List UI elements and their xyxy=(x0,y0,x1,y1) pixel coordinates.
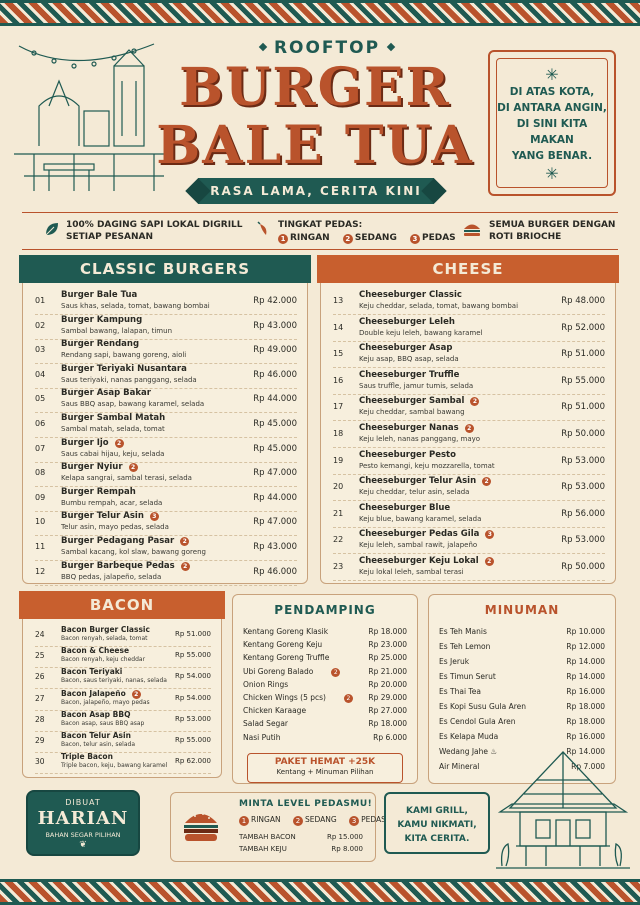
item-name: Burger Teriyaki Nusantara xyxy=(61,363,187,374)
menu-item xyxy=(439,702,605,716)
menu-item xyxy=(35,667,211,689)
menu-item xyxy=(243,733,407,747)
menu-item xyxy=(35,752,211,774)
chili-level-2-icon: 2 xyxy=(343,234,353,244)
pendamping-section xyxy=(232,594,418,784)
item-name: Es Kopi Susu Gula Aren xyxy=(439,702,526,711)
chili-icon xyxy=(256,221,272,237)
item-number: 05 xyxy=(35,394,46,404)
menu-item xyxy=(35,625,211,647)
menu-item xyxy=(333,555,605,581)
item-price: Rp 23.000 xyxy=(368,640,407,650)
item-name: Burger Rendang xyxy=(61,339,140,350)
burger-illustration-icon xyxy=(181,805,221,845)
classic-burgers-header: CLASSIC BURGERS xyxy=(19,255,311,283)
item-name: Cheeseburger Leleh xyxy=(359,316,455,327)
item-price: Rp 25.000 xyxy=(368,653,407,663)
chili-level-2-icon: 2 xyxy=(293,816,303,826)
menu-item xyxy=(35,646,211,668)
cheese-section xyxy=(320,260,616,584)
leaf-icon xyxy=(44,221,60,237)
item-name: Cheeseburger Nanas 2 xyxy=(359,423,474,433)
menu-item xyxy=(333,422,605,448)
menu-item xyxy=(439,687,605,701)
features-bar: 100% DAGING SAPI LOKAL DIGRILL SETIAP PESANAN TINGKAT PEDAS: 1 RINGAN 2 SEDANG 3 PEDAS SEMUA BURGER DENGAN ROTI BRIOCHE xyxy=(22,212,618,250)
item-price: Rp 18.000 xyxy=(368,719,407,729)
item-description: Saus cabai hijau, keju, selada xyxy=(61,449,165,458)
chili-level-icon: 2 xyxy=(115,439,124,448)
item-name: Burger Telur Asin 3 xyxy=(61,511,159,521)
item-number: 28 xyxy=(35,714,45,724)
item-number: 17 xyxy=(333,402,344,412)
chili-level-icon: 2 xyxy=(181,562,190,571)
menu-item xyxy=(243,706,407,720)
item-number: 14 xyxy=(333,322,344,332)
spice-request-box xyxy=(170,792,386,862)
chili-level-icon: 2 xyxy=(470,397,479,406)
item-price: Rp 50.000 xyxy=(561,562,605,572)
leaf-ornament-icon: ❦ xyxy=(79,840,87,850)
item-number: 21 xyxy=(333,508,344,518)
item-number: 06 xyxy=(35,419,46,428)
item-number: 08 xyxy=(35,468,46,478)
item-name: Bacon Asap BBQ xyxy=(61,709,131,719)
item-name: Salad Segar xyxy=(243,719,288,729)
item-name: Burger Nyiur 2 xyxy=(61,462,138,472)
item-number: 13 xyxy=(333,296,344,305)
item-name: Es Thai Tea xyxy=(439,687,481,696)
item-description: Telur asin, mayo pedas, selada xyxy=(61,523,169,532)
item-price: Rp 7.000 xyxy=(571,762,605,771)
brand-title-line1: BURGER xyxy=(179,57,451,118)
menu-item xyxy=(35,510,297,536)
classic-burgers-section xyxy=(22,260,308,584)
item-price: Rp 14.000 xyxy=(566,747,605,756)
item-description: Bacon, saus teriyaki, nanas, selada xyxy=(61,677,167,685)
chili-level-3-icon: 3 xyxy=(410,234,420,244)
item-name: Ubi Goreng Balado 2 xyxy=(243,667,340,677)
star-ornament-icon: ✳ xyxy=(545,164,559,183)
item-description: Saus khas, selada, tomat, bawang bombai xyxy=(61,302,210,310)
item-description: Rendang sapi, bawang goreng, aioli xyxy=(61,351,187,360)
chili-level-icon: 2 xyxy=(129,463,138,472)
paket-hemat-subtitle: Kentang + Minuman Pilihan xyxy=(276,768,374,776)
item-name: Burger Barbeque Pedas 2 xyxy=(61,561,190,571)
item-price: Rp 47.000 xyxy=(253,468,297,479)
item-description: Pesto kemangi, keju mozzarella, tomat xyxy=(359,461,495,470)
item-number: 20 xyxy=(333,482,344,492)
brand-title-line2: BALE TUA xyxy=(156,115,474,176)
chili-level-icon: 2 xyxy=(331,668,340,677)
item-name: Cheeseburger Sambal 2 xyxy=(359,396,479,406)
menu-item xyxy=(35,535,297,561)
item-name: Es Teh Manis xyxy=(439,627,487,636)
traditional-house-illustration xyxy=(496,748,630,872)
item-name: Cheeseburger Telur Asin 2 xyxy=(359,476,491,486)
item-description: Double keju leleh, bawang karamel xyxy=(359,328,483,337)
item-price: Rp 20.000 xyxy=(368,679,407,689)
item-description: Keju cheddar, telur asin, selada xyxy=(359,488,470,497)
item-price: Rp 43.000 xyxy=(253,320,297,331)
item-description: Keju asap, BBQ asap, selada xyxy=(359,355,459,364)
item-name: Kentang Goreng Keju xyxy=(243,640,323,650)
item-price: Rp 47.000 xyxy=(253,517,297,528)
menu-item xyxy=(333,475,605,501)
item-name: Nasi Putih xyxy=(243,732,281,742)
item-number: 26 xyxy=(35,672,45,682)
item-price: Rp 55.000 xyxy=(174,736,211,744)
item-price: Rp 44.000 xyxy=(253,492,297,503)
item-description: Bacon renyah, keju cheddar xyxy=(61,656,146,664)
top-border-pattern xyxy=(0,0,640,26)
item-price: Rp 62.000 xyxy=(174,757,211,766)
chili-level-1-icon: 1 xyxy=(278,234,288,244)
item-number: 25 xyxy=(35,651,45,661)
menu-item xyxy=(243,719,407,733)
quote-text: DI ATAS KOTA, DI ANTARA ANGIN, DI SINI KITA MAKAN YANG BENAR. xyxy=(497,86,607,162)
burger-icon xyxy=(462,221,482,237)
menu-item xyxy=(35,363,297,389)
item-name: Kentang Goreng Truffle xyxy=(243,653,330,663)
menu-item xyxy=(439,642,605,656)
item-name: Es Cendol Gula Aren xyxy=(439,717,516,726)
menu-item xyxy=(35,710,211,732)
item-name: Es Jeruk xyxy=(439,657,470,666)
spice-level-title: TINGKAT PEDAS: xyxy=(278,220,363,230)
item-name: Burger Kampung xyxy=(61,314,143,325)
header-kicker: ROOFTOP xyxy=(232,38,422,58)
item-description: Sambal bawang, lalapan, timun xyxy=(61,326,173,335)
item-name: Burger Sambal Matah xyxy=(61,413,166,423)
menu-item xyxy=(35,338,297,364)
item-price: Rp 50.000 xyxy=(561,429,605,439)
item-name: Cheeseburger Truffle xyxy=(359,369,460,380)
item-description: Keju lokal leleh, sambal terasi xyxy=(359,568,464,576)
item-price: Rp 56.000 xyxy=(561,508,605,519)
item-description: Kelapa sangrai, sambal terasi, selada xyxy=(61,474,192,483)
item-price: Rp 16.000 xyxy=(566,732,605,741)
item-number: 23 xyxy=(333,562,344,571)
item-number: 09 xyxy=(35,492,46,502)
item-description: Bacon renyah, selada, tomat xyxy=(61,635,148,642)
rooftop-sketch-illustration xyxy=(14,36,164,196)
item-price: Rp 45.000 xyxy=(253,419,297,429)
paket-hemat-title: PAKET HEMAT +25K xyxy=(274,757,376,767)
star-ornament-icon: ✳ xyxy=(545,65,559,84)
item-price: Rp 6.000 xyxy=(373,732,407,742)
item-name: Es Timun Serut xyxy=(439,672,496,681)
menu-item xyxy=(35,486,297,512)
item-name: Bacon & Cheese xyxy=(61,646,130,656)
menu-item xyxy=(35,689,211,711)
item-price: Rp 14.000 xyxy=(566,672,605,681)
item-name: Onion Rings xyxy=(243,679,289,689)
menu-item xyxy=(439,627,605,641)
item-description: Keju cheddar, selada, tomat, bawang bombai xyxy=(359,302,519,310)
item-description: BBQ pedas, jalapeño, selada xyxy=(61,572,162,581)
item-number: 04 xyxy=(35,369,46,379)
item-price: Rp 54.000 xyxy=(174,672,211,681)
menu-item xyxy=(439,732,605,746)
item-name: Cheeseburger Classic xyxy=(359,290,462,300)
item-number: 22 xyxy=(333,535,344,545)
item-price: Rp 49.000 xyxy=(253,345,297,356)
item-number: 15 xyxy=(333,349,344,359)
item-price: Rp 53.000 xyxy=(561,482,605,493)
item-description: Sambal kacang, kol slaw, bawang goreng xyxy=(61,548,206,556)
chili-level-icon: 3 xyxy=(485,530,494,539)
grill-slogan-box: KAMI GRILL, KAMU NIKMATI, KITA CERITA. xyxy=(384,792,490,854)
menu-item xyxy=(35,289,297,315)
item-description: Keju leleh, sambal rawit, jalapeño xyxy=(359,541,478,550)
cheese-header: CHEESE xyxy=(317,255,619,283)
menu-item xyxy=(333,369,605,395)
item-number: 03 xyxy=(35,345,46,355)
pendamping-header: PENDAMPING xyxy=(274,603,376,617)
item-price: Rp 54.000 xyxy=(174,693,211,702)
item-price: Rp 21.000 xyxy=(368,666,407,676)
item-number: 27 xyxy=(35,693,45,703)
item-number: 02 xyxy=(35,320,46,330)
item-price: Rp 10.000 xyxy=(566,627,605,636)
menu-item xyxy=(439,657,605,671)
item-price: Rp 45.000 xyxy=(253,443,297,454)
chili-level-icon: 2 xyxy=(132,690,141,699)
item-description: Bacon asap, saus BBQ asap xyxy=(61,719,145,727)
menu-item xyxy=(333,502,605,528)
menu-item xyxy=(35,731,211,753)
menu-item xyxy=(243,667,407,681)
item-number: 30 xyxy=(35,757,45,767)
chili-level-icon: 3 xyxy=(150,512,159,521)
item-name: Chicken Karaage xyxy=(243,706,307,716)
chili-level-1-icon: 1 xyxy=(239,816,249,826)
item-name: Cheeseburger Keju Lokal 2 xyxy=(359,556,494,566)
item-description: Sambal matah, selada, tomat xyxy=(61,425,165,433)
item-description: Saus BBQ asap, bawang karamel, selada xyxy=(61,400,205,409)
item-price: Rp 52.000 xyxy=(561,322,605,333)
item-price: Rp 55.000 xyxy=(561,375,605,386)
extra-bacon-row: TAMBAH BACON Rp 15.000 xyxy=(239,833,363,841)
spice-request-title: MINTA LEVEL PEDASMU! xyxy=(239,799,373,809)
item-name: Bacon Jalapeño 2 xyxy=(61,689,141,699)
item-price: Rp 43.000 xyxy=(253,542,297,552)
bottom-border-pattern xyxy=(0,879,640,905)
item-price: Rp 42.000 xyxy=(253,296,297,306)
item-description: Keju leleh, nanas panggang, mayo xyxy=(359,435,481,443)
item-name: Cheeseburger Pesto xyxy=(359,449,456,460)
item-name: Burger Pedagang Pasar 2 xyxy=(61,536,189,546)
item-number: 07 xyxy=(35,443,46,453)
item-price: Rp 18.000 xyxy=(368,627,407,636)
item-name: Cheeseburger Asap xyxy=(359,343,453,354)
menu-item xyxy=(333,395,605,421)
menu-item xyxy=(35,560,297,586)
spice-request-levels: 1 RINGAN 2 SEDANG 3 PEDAS xyxy=(239,815,386,826)
item-name: Es Teh Lemon xyxy=(439,642,491,651)
item-name: Kentang Goreng Klasik xyxy=(243,627,329,636)
item-description: Saus teriyaki, nanas panggang, selada xyxy=(61,375,197,384)
menu-item xyxy=(243,653,407,667)
item-price: Rp 29.000 xyxy=(368,693,407,702)
bacon-section xyxy=(22,596,222,778)
chili-level-icon: 2 xyxy=(465,424,474,433)
menu-item xyxy=(333,289,605,315)
item-name: Cheeseburger Pedas Gila 3 xyxy=(359,529,494,539)
item-price: Rp 53.000 xyxy=(174,714,211,723)
item-number: 01 xyxy=(35,296,46,305)
item-number: 16 xyxy=(333,375,344,385)
quote-box xyxy=(488,50,616,196)
item-name: Burger Ijo 2 xyxy=(61,438,124,448)
menu-item xyxy=(243,680,407,694)
chili-level-3-icon: 3 xyxy=(349,816,359,826)
menu-item xyxy=(333,528,605,554)
item-number: 24 xyxy=(35,630,45,639)
item-price: Rp 53.000 xyxy=(561,535,605,546)
item-description: Keju cheddar, sambal bawang xyxy=(359,408,465,417)
item-name: Es Kelapa Muda xyxy=(439,732,499,741)
item-name: Burger Bale Tua xyxy=(61,290,138,300)
item-number: 29 xyxy=(35,736,45,745)
extra-cheese-row: TAMBAH KEJU Rp 8.000 xyxy=(239,845,363,853)
menu-item xyxy=(35,412,297,438)
item-name: Bacon Teriyaki xyxy=(61,667,123,677)
item-number: 10 xyxy=(35,517,46,527)
item-name: Cheeseburger Blue xyxy=(359,502,451,513)
menu-item xyxy=(333,316,605,342)
item-price: Rp 18.000 xyxy=(566,702,605,711)
menu-item xyxy=(333,449,605,475)
item-price: Rp 46.000 xyxy=(253,369,297,380)
daily-made-badge: DIBUAT HARIAN BAHAN SEGAR PILIHAN ❦ xyxy=(26,790,140,856)
item-description: Triple bacon, keju, bawang karamel xyxy=(61,762,168,770)
item-number: 11 xyxy=(35,542,46,551)
item-price: Rp 51.000 xyxy=(561,349,605,360)
menu-item xyxy=(35,314,297,340)
item-description: Saus truffle, jamur tumis, selada xyxy=(359,381,474,390)
item-price: Rp 51.000 xyxy=(561,402,605,413)
item-price: Rp 18.000 xyxy=(566,717,605,726)
item-name: Bacon Telur Asin xyxy=(61,731,131,740)
item-number: 19 xyxy=(333,455,344,465)
menu-item xyxy=(243,693,407,707)
chili-level-icon: 2 xyxy=(180,537,189,546)
chili-level-icon: 2 xyxy=(344,694,353,703)
menu-item xyxy=(35,387,297,413)
item-price: Rp 12.000 xyxy=(566,642,605,651)
item-number: 12 xyxy=(35,566,46,576)
item-price: Rp 48.000 xyxy=(561,296,605,306)
item-price: Rp 16.000 xyxy=(566,687,605,696)
menu-item xyxy=(439,672,605,686)
bacon-header: BACON xyxy=(19,591,225,619)
item-price: Rp 44.000 xyxy=(253,394,297,405)
item-description: Bacon, telur asin, selada xyxy=(61,741,136,748)
item-name: Air Mineral xyxy=(439,762,480,771)
chili-level-icon: 2 xyxy=(482,477,491,486)
item-price: Rp 51.000 xyxy=(174,630,211,638)
menu-item xyxy=(439,717,605,731)
item-price: Rp 53.000 xyxy=(561,455,605,466)
item-name: Wedang Jahe ♨ xyxy=(439,747,498,756)
item-name: Burger Asap Bakar xyxy=(61,388,151,399)
item-price: Rp 27.000 xyxy=(368,706,407,716)
spice-level-legend: 1 RINGAN 2 SEDANG 3 PEDAS xyxy=(278,232,456,244)
menu-item xyxy=(243,640,407,654)
menu-item xyxy=(243,627,407,641)
tagline-ribbon: RASA LAMA, CERITA KINI xyxy=(198,178,434,204)
item-name: Triple Bacon xyxy=(61,752,113,762)
item-price: Rp 55.000 xyxy=(174,651,211,660)
menu-item xyxy=(35,461,297,487)
item-description: Keju blue, bawang karamel, selada xyxy=(359,514,482,523)
item-description: Bacon, jalapeño, mayo pedas xyxy=(61,698,150,706)
paket-hemat-box xyxy=(247,753,403,783)
menu-item xyxy=(35,437,297,463)
minuman-header: MINUMAN xyxy=(484,603,560,617)
item-description: Bumbu rempah, acar, selada xyxy=(61,498,163,507)
item-price: Rp 14.000 xyxy=(566,657,605,666)
item-price: Rp 46.000 xyxy=(253,566,297,577)
menu-item xyxy=(333,342,605,368)
item-name: Chicken Wings (5 pcs) 2 xyxy=(243,693,353,703)
item-name: Burger Rempah xyxy=(61,486,136,497)
chili-level-icon: 2 xyxy=(485,557,494,566)
item-number: 18 xyxy=(333,429,344,438)
item-name: Bacon Burger Classic xyxy=(61,625,150,634)
